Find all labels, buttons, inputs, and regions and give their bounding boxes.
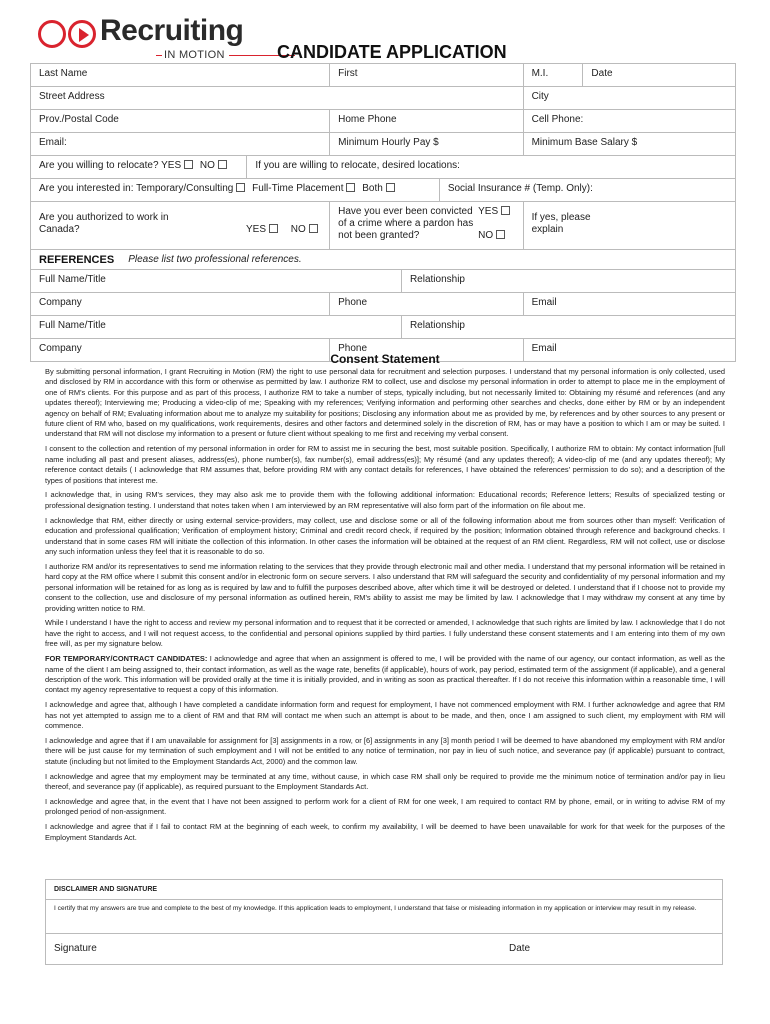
signature-row bbox=[46, 934, 722, 964]
temporary-checkbox[interactable] bbox=[236, 183, 245, 192]
consent-paragraph: I acknowledge that RM, either directly or using external service-providers, may collect, use and disclose some or all of the following information about me from sources other than myself: Verification of education and professional qualification; Verification of employment history; Criminal and credit record check, if required by the position; Information obtained through reference and background checks. I understand that in some cases RM will initiate the collection of this information. In other cases the information will be obtained at the request of an RM client. Regardless, RM will not collect, use or disclose any such information unless they feel that it is reasonable to do so. bbox=[45, 515, 725, 556]
application-form bbox=[30, 63, 736, 362]
signature-field[interactable] bbox=[54, 943, 509, 964]
reference-1-email-label: Email bbox=[531, 297, 557, 308]
consent-title: Consent Statement bbox=[330, 352, 440, 366]
form-row-name bbox=[31, 64, 735, 87]
min-base-salary-field[interactable] bbox=[524, 133, 735, 155]
last-name-field[interactable] bbox=[31, 64, 330, 86]
last-name-label: Last Name bbox=[39, 68, 88, 79]
min-base-salary-label: Minimum Base Salary $ bbox=[531, 137, 638, 148]
consent-paragraph: I acknowledge that, in using RM's services, they may also ask me to provide them with the following additional information: Educational records; Reference letters; Results of specialized testing or professional designation testing. I understand that notes taken when I am interviewed by an RM representative will also form part of the information on file about me. bbox=[45, 490, 725, 510]
min-hourly-pay-field[interactable] bbox=[330, 133, 523, 155]
relocate-yes-label: YES bbox=[161, 160, 182, 171]
first-name-label: First bbox=[338, 68, 358, 79]
logo-wordmark: Recruiting bbox=[100, 14, 244, 47]
reference-2-phone-label: Phone bbox=[338, 343, 368, 354]
conviction-explain-field[interactable] bbox=[524, 202, 735, 250]
form-row-address bbox=[31, 87, 735, 110]
mi-label: M.I. bbox=[531, 68, 549, 79]
authorized-no-checkbox[interactable] bbox=[309, 224, 318, 233]
reference-2-name-label: Full Name/Title bbox=[39, 320, 106, 331]
desired-locations-field[interactable] bbox=[247, 156, 735, 178]
authorized-no-label: NO bbox=[290, 224, 306, 235]
sin-label: Social Insurance # (Temp. Only): bbox=[447, 183, 593, 194]
consent-paragraph: I acknowledge and agree that, although I have completed a candidate information form and request for employment, I have not commenced employment with RM. I further acknowledge and agree that RM has not yet attempted to assign me to a client of RM and that RM will contact me when such an attempt is about to be made, and then, once I am assigned to such client, my employment with RM will commence. bbox=[45, 700, 725, 731]
form-row-email-pay bbox=[31, 133, 735, 156]
form-row-relocate bbox=[31, 156, 735, 179]
consent-paragraph: By submitting personal information, I grant Recruiting in Motion (RM) the right to use personal data for recruitment and selection purposes. I understand that my personal information is only collected, used and disclosed by RM in accordance with this form or otherwise as permitted by law. I authorize RM to collect, use and disclose my personal information in order to attempt to place me in the employment of one of RM's clients. For this purpose and as part of this process, I authorize RM to take a number of steps, typically including, but not necessarily limited to: Obtaining my résumé and references (and any updates thereof); Interviewing me; Producing a video-clip of me; Speaking with my references; Verifying information and performing other searches and checks, done either by RM or by an independent agency on behalf of RM; Evaluating information about me to analyze my suitability for positions; Disclosing any information about me as provided by me, by references and by other sources to any present or future client of RM who, based on my qualifications, work requirements, desires and other factors and determined solely in the discretion of RM, has or may have a position to which I am or may be suited. I understand that RM will not disclose my information to a present or future client without speaking to me first and receiving my verbal consent. bbox=[45, 367, 725, 439]
conviction-label: Have you ever been convicted of a crime where a pardon has not been granted? bbox=[338, 206, 474, 241]
city-field[interactable] bbox=[524, 87, 735, 109]
city-label: City bbox=[531, 91, 549, 102]
date-label: Date bbox=[591, 68, 613, 79]
signature-label: Signature bbox=[54, 943, 97, 954]
street-address-label: Street Address bbox=[39, 91, 105, 102]
reference-1-company-label: Company bbox=[39, 297, 82, 308]
relocate-label: Are you willing to relocate? bbox=[39, 160, 159, 171]
reference-1-name-label: Full Name/Title bbox=[39, 274, 106, 285]
both-label: Both bbox=[362, 183, 383, 194]
cell-phone-field[interactable] bbox=[524, 110, 735, 132]
sin-field[interactable] bbox=[440, 179, 735, 201]
fulltime-checkbox[interactable] bbox=[346, 183, 355, 192]
email-label: Email: bbox=[39, 137, 67, 148]
logo-circle-icon bbox=[38, 20, 66, 48]
relocate-no-label: NO bbox=[199, 160, 215, 171]
reference-1-name-row bbox=[31, 270, 735, 293]
authorized-yes-checkbox[interactable] bbox=[269, 224, 278, 233]
street-address-field[interactable] bbox=[31, 87, 524, 109]
reference-1-phone-label: Phone bbox=[338, 297, 368, 308]
consent-paragraph: I acknowledge and agree that if I fail to contact RM at the beginning of each week, to confirm my availability, I will be deemed to have been unavailable for work for that week for the purposes of the Employment Standards Act. bbox=[45, 822, 725, 842]
date-field[interactable] bbox=[583, 64, 735, 86]
reference-2-relationship-label: Relationship bbox=[409, 320, 465, 331]
both-checkbox[interactable] bbox=[386, 183, 395, 192]
references-header bbox=[31, 250, 735, 270]
relocate-no-checkbox[interactable] bbox=[218, 160, 227, 169]
fulltime-label: Full-Time Placement bbox=[252, 183, 344, 194]
logo-play-icon bbox=[68, 20, 96, 48]
desired-locations-label: If you are willing to relocate, desired locations: bbox=[255, 160, 460, 171]
reference-1-relationship-field[interactable] bbox=[402, 270, 735, 292]
recruiting-in-motion-logo bbox=[38, 14, 248, 62]
consent-paragraph-temp bbox=[45, 654, 725, 696]
authorized-question bbox=[31, 202, 330, 250]
reference-2-relationship-field[interactable] bbox=[402, 316, 735, 338]
reference-1-name-field[interactable] bbox=[31, 270, 402, 292]
temp-candidates-lead: FOR TEMPORARY/CONTRACT CANDIDATES: bbox=[45, 654, 208, 664]
consent-paragraph: I consent to the collection and retention of my personal information in order for RM to assist me in securing the best, most suitable position. Specifically, I authorize RM to obtain: My contact information [full name including all past and present aliases, address(es), phone number(s), fax number(s), email address(es)]; My résumé (and any updates thereof); A video-clip of me (and any updates thereof); My reference contact details ( I acknowledge that RM assumes that, before providing RM with any contact details for references, I have obtained the references' permission to do so); and a description of the types of positions that interest me. bbox=[45, 444, 725, 485]
references-title: REFERENCES bbox=[39, 253, 115, 266]
temp-candidates-text: I acknowledge and agree that when an assignment is offered to me, I will be provided with the name of our agency, our contact information, as well as the name of the client I am being assigned to, their contact information, as well as the wage rate, benefits (if applicable), hours of work, pay period, estimated term of the assignment (if applicable), and a general description of the work. This information will be provided orally at the time it is initially provided, and in writing as soon as practical thereafter. If I do not receive this information within a reasonable time, I will contact my agency representative to request a copy of this information. bbox=[45, 654, 725, 695]
postal-code-label: Prov./Postal Code bbox=[39, 114, 119, 125]
home-phone-label: Home Phone bbox=[338, 114, 397, 125]
disclaimer-text: I certify that my answers are true and complete to the best of my knowledge. If this application leads to employment, I understand that false or misleading information in my application or interview may result in my release. bbox=[46, 900, 722, 934]
signature-date-label: Date bbox=[509, 943, 531, 954]
conviction-yes-checkbox[interactable] bbox=[501, 206, 510, 215]
reference-2-company-label: Company bbox=[39, 343, 82, 354]
reference-2-name-field[interactable] bbox=[31, 316, 402, 338]
postal-code-field[interactable] bbox=[31, 110, 330, 132]
reference-1-phone-field[interactable] bbox=[330, 293, 523, 315]
reference-1-email-field[interactable] bbox=[524, 293, 735, 315]
form-row-authorization bbox=[31, 202, 735, 250]
email-field[interactable] bbox=[31, 133, 330, 155]
disclaimer-box bbox=[45, 879, 723, 965]
conviction-no-checkbox[interactable] bbox=[496, 230, 505, 239]
disclaimer-title: DISCLAIMER AND SIGNATURE bbox=[46, 880, 722, 900]
consent-paragraph: I acknowledge and agree that my employment may be terminated at any time, without cause, in which case RM shall only be required to provide me the minimum notice of termination and/or pay in lieu thereof, and severance pay (if applicable), as required pursuant to the Employment Standards Act. bbox=[45, 771, 725, 792]
explain-label: If yes, please explain bbox=[531, 212, 591, 235]
interest-label: Are you interested in: Temporary/Consulting bbox=[39, 183, 234, 194]
relocate-yes-checkbox[interactable] bbox=[184, 160, 193, 169]
signature-date-field[interactable] bbox=[509, 943, 530, 964]
form-row-interest bbox=[31, 179, 735, 202]
first-name-field[interactable] bbox=[330, 64, 523, 86]
consent-paragraph: I acknowledge and agree that, in the event that I have not been assigned to perform work for a client of RM for one week, I am required to contact RM by phone, email, or in writing to advise RM of my prolonged period of non-assignment. bbox=[45, 797, 725, 817]
relocate-question bbox=[31, 156, 247, 178]
mi-field[interactable] bbox=[524, 64, 584, 86]
reference-1-company-field[interactable] bbox=[31, 293, 330, 315]
cell-phone-label: Cell Phone: bbox=[531, 114, 584, 125]
consent-statement bbox=[45, 367, 725, 848]
conviction-yes-label: YES bbox=[478, 206, 499, 217]
reference-1-company-row bbox=[31, 293, 735, 316]
reference-2-name-row bbox=[31, 316, 735, 339]
form-row-postal-phone bbox=[31, 110, 735, 133]
references-note: Please list two professional references. bbox=[128, 254, 302, 265]
home-phone-field[interactable] bbox=[330, 110, 523, 132]
conviction-no-label: NO bbox=[478, 230, 494, 241]
authorized-label: Are you authorized to work in Canada? bbox=[39, 212, 169, 235]
reference-2-email-label: Email bbox=[531, 343, 557, 354]
interest-question bbox=[31, 179, 440, 201]
min-hourly-pay-label: Minimum Hourly Pay $ bbox=[338, 137, 439, 148]
consent-paragraph: While I understand I have the right to access and review my personal information and to request that it be corrected or amended, I acknowledge that such rights are limited by law. I acknowledge that I do not have the right to access, and I will not request access, to the confidential and personal opinions supplied by third parties. I fully understand these consent statements and I am entering into them of my own free will, as per my signature below. bbox=[45, 618, 725, 649]
page-title: CANDIDATE APPLICATION bbox=[277, 42, 507, 62]
authorized-yes-label: YES bbox=[246, 224, 267, 235]
reference-1-relationship-label: Relationship bbox=[409, 274, 465, 285]
logo-tagline: IN MOTION bbox=[164, 49, 225, 61]
conviction-question bbox=[330, 202, 523, 250]
consent-paragraph: I acknowledge and agree that if I am unavailable for assignment for [3] assignments in a row, or [6] assignments in any [3] month period I will be deemed to have abandoned my employment with RM and/or there will be just cause for my termination of such employment and I will not be entitled to any notice of termination, nor pay in lieu of such notice, and severance pay (if applicable) pursuant to contract, statute (including but not limited to the Employment Standards Act, 2000) and the common law. bbox=[45, 736, 725, 766]
consent-paragraph: I authorize RM and/or its representatives to send me information relating to the services that they provide through electronic mail and other media. I understand that my personal information will be retained in hard copy at the RM office where I submit this consent and/or in electronic form on secure servers. I also understand that RM will safeguard the security and confidentiality of my personal information and my personal information will be retained for as long as is required by law and to fulfill the purposes described above, after which time it will be destroyed or deleted. I understand that if I choose not to provide my consent to the collection, use and disclosure of my personal information as outlined herein, RM's ability to assist me may be limited by law. I acknowledge that I may withdraw my consent at any time by providing written notice to RM. bbox=[45, 561, 725, 613]
